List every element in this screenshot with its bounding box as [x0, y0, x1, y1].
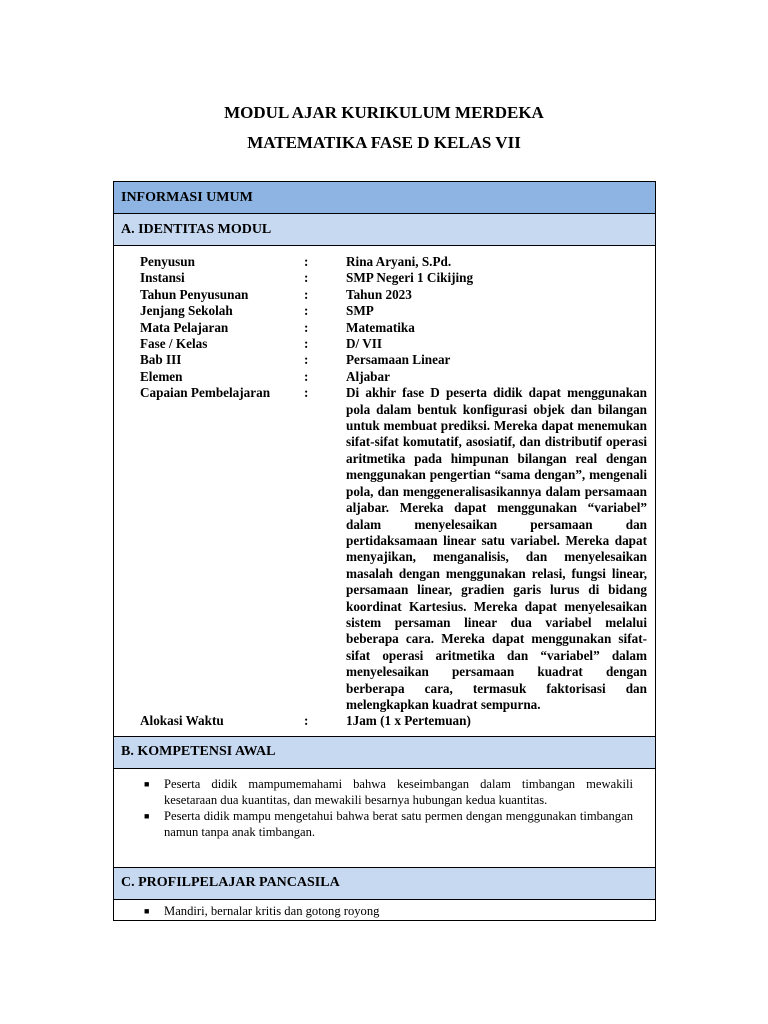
kompetensi-cell	[114, 768, 656, 867]
list-item-text: Peserta didik mampumemahami bahwa keseimbangan dalam timbangan mewakili kesetaraan dua kuantitas, dan mewakili besarnya hubungan kedua kuantitas.	[164, 776, 633, 807]
identitas-value: Tahun 2023	[346, 286, 412, 302]
identitas-item	[114, 303, 655, 319]
identitas-item	[114, 369, 655, 385]
identitas-item	[114, 336, 655, 352]
identitas-separator: :	[304, 385, 309, 401]
identitas-value: Aljabar	[346, 368, 390, 384]
list-item	[114, 903, 655, 919]
identitas-label: Bab III	[140, 352, 182, 368]
kompetensi-list	[114, 776, 655, 840]
identitas-value: Matematika	[346, 319, 415, 335]
identitas-separator: :	[304, 286, 309, 302]
document-title-line2: MATEMATIKA FASE D KELAS VII	[247, 133, 521, 152]
identitas-value: Rina Aryani, S.Pd.	[346, 254, 452, 269]
identitas-item	[114, 352, 655, 368]
identitas-separator: :	[304, 368, 309, 384]
list-item-text: Peserta didik mampu mengetahui bahwa berat satu permen dengan menggunakan timbangan namun tanpa anak timbangan.	[164, 808, 633, 839]
capaian-pembelajaran-text: Di akhir fase D peserta didik dapat menggunakan pola dalam bentuk konfigurasi objek dan bilangan untuk membuat prediksi. Mereka dapat menemukan sifat-sifat komutatif, asosiatif, dan distributif operasi aritmetika pada himpunan bilangan real dengan menggunakan pengertian “sama dengan”, mengenali pola, dan menggeneralisasikannya dalam persamaan aljabar. Mereka dapat menggunakan “variabel” dalam menyelesaikan persamaan dan pertidaksamaan linear satu variabel. Mereka dapat menyajikan, menganalisis, dan menyelesaikan masalah dengan menggunakan relasi, fungsi linear, persamaan linear, gradien garis lurus di bidang koordinat Kartesius. Mereka dapat menyelesaikan sistem persaman linear dua variabel melalui beberapa cara. Mereka dapat menggunakan sifat-sifat operasi aritmetika dan “variabel” dalam menyelesaikan persamaan kuadrat dengan berberapa cara, termasuk faktorisasi dan melengkapkan kuadrat sempurna.	[346, 385, 647, 712]
identitas-item	[114, 254, 655, 270]
identitas-label: Tahun Penyusunan	[140, 286, 249, 302]
identitas-separator: :	[304, 336, 309, 352]
identitas-label: Fase / Kelas	[140, 336, 208, 352]
section-header-informasi-umum	[114, 182, 656, 214]
bullet-icon: ■	[144, 905, 150, 916]
identitas-label: Alokasi Waktu	[140, 713, 224, 729]
kompetensi-row	[114, 768, 656, 867]
section-header-identitas	[114, 214, 656, 246]
identitas-table	[114, 254, 655, 730]
section-label: INFORMASI UMUM	[114, 182, 656, 214]
identitas-separator: :	[304, 713, 309, 729]
identitas-separator: :	[304, 352, 309, 368]
document-title-line1: MODUL AJAR KURIKULUM MERDEKA	[224, 103, 544, 122]
identitas-separator: :	[304, 254, 309, 269]
list-item	[114, 808, 655, 840]
profil-row	[114, 899, 656, 920]
identitas-row	[114, 246, 656, 737]
profil-cell	[114, 899, 656, 920]
identitas-separator: :	[304, 270, 309, 286]
identitas-item	[114, 320, 655, 336]
section-label: A. IDENTITAS MODUL	[114, 214, 656, 246]
list-item-text: Mandiri, bernalar kritis dan gotong royong	[164, 903, 380, 918]
section-label: C. PROFILPELAJAR PANCASILA	[114, 867, 656, 899]
identitas-separator: :	[304, 319, 309, 335]
bullet-icon: ■	[144, 778, 150, 789]
identitas-value: SMP	[346, 303, 374, 319]
identitas-item	[114, 270, 655, 286]
identitas-label: Capaian Pembelajaran	[140, 385, 271, 401]
identitas-value: Persamaan Linear	[346, 352, 451, 368]
identitas-label: Penyusun	[140, 254, 195, 269]
identitas-value: 1Jam (1 x Pertemuan)	[346, 713, 471, 729]
identitas-label: Elemen	[140, 368, 183, 384]
module-info-table	[113, 181, 656, 921]
identitas-item	[114, 287, 655, 303]
list-item	[114, 776, 655, 808]
identitas-cell	[114, 246, 656, 737]
identitas-value: SMP Negeri 1 Cikijing	[346, 270, 474, 286]
identitas-item	[114, 713, 655, 729]
identitas-item	[114, 385, 655, 713]
identitas-label: Jenjang Sekolah	[140, 303, 233, 319]
identitas-separator: :	[304, 303, 309, 319]
profil-list	[114, 903, 655, 919]
section-header-profil-pancasila	[114, 867, 656, 899]
section-label: B. KOMPETENSI AWAL	[114, 736, 656, 768]
identitas-label: Instansi	[140, 270, 185, 286]
identitas-value: D/ VII	[346, 336, 383, 352]
section-header-kompetensi-awal	[114, 736, 656, 768]
document-title-block	[0, 98, 768, 158]
identitas-label: Mata Pelajaran	[140, 319, 229, 335]
bullet-icon: ■	[144, 810, 150, 821]
